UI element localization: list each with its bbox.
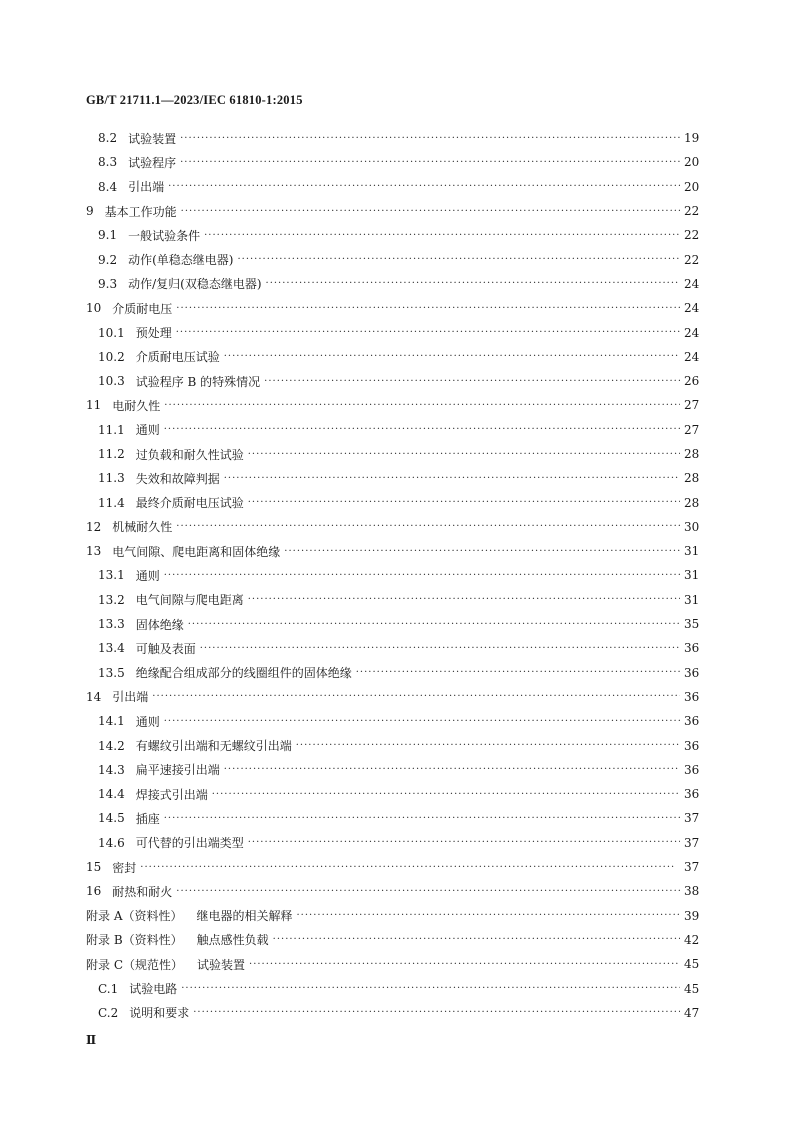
toc-entry-number: 10 xyxy=(86,301,102,316)
toc-entry-number: 12 xyxy=(86,519,102,534)
toc-entry-number: 14.3 xyxy=(98,762,125,777)
toc-entry-page: 24 xyxy=(684,276,700,291)
toc-entry-page: 22 xyxy=(684,228,700,243)
toc-entry[interactable] xyxy=(86,1001,698,1025)
toc-entry[interactable] xyxy=(86,393,698,417)
toc-entry[interactable] xyxy=(86,709,698,733)
toc-entry[interactable] xyxy=(86,806,698,830)
toc-entry-page: 37 xyxy=(684,860,700,875)
toc-entry-number: 13.2 xyxy=(98,592,125,607)
toc-entry-title: 电气间隙与爬电距离 xyxy=(135,593,244,608)
toc-entry[interactable] xyxy=(86,175,698,199)
toc-entry-page: 35 xyxy=(684,617,700,632)
toc-entry-page: 38 xyxy=(684,884,700,899)
dot-leader xyxy=(180,133,680,144)
toc-entry-number: 11.1 xyxy=(98,422,125,437)
toc-entry-title: 说明和要求 xyxy=(129,1006,190,1021)
toc-entry-page: 26 xyxy=(684,374,700,389)
toc-entry-number: 附录 A（资料性） xyxy=(86,909,183,924)
toc-entry-number: 14.4 xyxy=(98,787,125,802)
toc-entry-title: 试验装置 xyxy=(197,957,246,972)
toc-entry-number: 11.4 xyxy=(98,495,125,510)
toc-entry[interactable] xyxy=(86,199,698,223)
toc-entry-page: 20 xyxy=(684,155,700,170)
toc-entry-title: 试验装置 xyxy=(128,131,177,146)
toc-entry-page: 22 xyxy=(684,204,700,219)
toc-entry[interactable] xyxy=(86,928,698,952)
toc-entry-number: C.2 xyxy=(98,1005,119,1020)
toc-entry-title: 介质耐电压试验 xyxy=(135,350,220,365)
toc-entry[interactable] xyxy=(86,539,698,563)
dot-leader xyxy=(152,691,680,702)
toc-entry-title: 最终介质耐电压试验 xyxy=(135,496,244,511)
toc-entry-title: 电耐久性 xyxy=(112,398,161,413)
dot-leader xyxy=(204,230,680,241)
toc-entry-title: 基本工作功能 xyxy=(104,204,177,219)
toc-entry-page: 31 xyxy=(684,568,700,583)
toc-entry-number: 13.4 xyxy=(98,641,125,656)
toc-entry-page: 42 xyxy=(684,932,700,947)
toc-entry-title: 机械耐久性 xyxy=(112,520,173,535)
toc-entry-number: 9.1 xyxy=(98,228,118,243)
toc-entry-page: 47 xyxy=(684,1005,700,1020)
toc-entry-page: 36 xyxy=(684,665,700,680)
dot-leader xyxy=(273,934,680,945)
toc-entry-page: 36 xyxy=(684,641,700,656)
toc-entry-page: 24 xyxy=(684,325,700,340)
toc-entry[interactable] xyxy=(86,831,698,855)
toc-entry-number: 14 xyxy=(86,689,102,704)
dot-leader xyxy=(164,570,680,581)
dot-leader xyxy=(356,667,680,678)
dot-leader xyxy=(248,449,680,460)
toc-entry[interactable] xyxy=(86,296,698,320)
toc-entry-number: 8.4 xyxy=(98,179,118,194)
dot-leader xyxy=(181,206,680,217)
toc-entry[interactable] xyxy=(86,126,698,150)
page-number: Ⅱ xyxy=(86,1033,97,1047)
dot-leader xyxy=(168,181,680,192)
toc-entry[interactable] xyxy=(86,442,698,466)
toc-entry-page: 39 xyxy=(684,908,700,923)
toc-entry-page: 37 xyxy=(684,835,700,850)
toc-entry-number: 14.2 xyxy=(98,738,125,753)
toc-entry-number: 11.3 xyxy=(98,471,125,486)
toc-entry-title: 通则 xyxy=(135,423,160,438)
toc-entry[interactable] xyxy=(86,247,698,271)
toc-entry[interactable] xyxy=(86,563,698,587)
dot-leader xyxy=(164,400,680,411)
toc-entry[interactable] xyxy=(86,952,698,976)
toc-entry[interactable] xyxy=(86,636,698,660)
toc-entry-title: 试验程序 xyxy=(128,155,177,170)
toc-entry-page: 36 xyxy=(684,738,700,753)
toc-entry-number: 10.1 xyxy=(98,325,125,340)
dot-leader xyxy=(193,1007,680,1018)
toc-entry-title: 密封 xyxy=(112,860,137,875)
dot-leader xyxy=(248,497,680,508)
toc-entry-number: 10.2 xyxy=(98,349,125,364)
toc-entry-page: 36 xyxy=(684,787,700,802)
toc-entry-page: 36 xyxy=(684,762,700,777)
toc-entry-page: 28 xyxy=(684,471,700,486)
toc-entry[interactable] xyxy=(86,490,698,514)
toc-entry-number: 14.1 xyxy=(98,714,125,729)
toc-entry[interactable] xyxy=(86,272,698,296)
toc-entry-number: 附录 B（资料性） xyxy=(86,933,183,948)
toc-entry-title: 一般试验条件 xyxy=(128,228,201,243)
toc-entry-title: 试验电路 xyxy=(129,982,178,997)
dot-leader xyxy=(297,910,681,921)
dot-leader xyxy=(176,521,680,532)
toc-entry-page: 27 xyxy=(684,422,700,437)
toc-entry[interactable] xyxy=(86,369,698,393)
toc-entry-title: 引出端 xyxy=(112,690,149,705)
toc-entry-number: 8.3 xyxy=(98,155,118,170)
toc-entry-number: 9 xyxy=(86,204,94,219)
toc-entry-number: 9.3 xyxy=(98,276,118,291)
toc-entry-title: 试验程序 B 的特殊情况 xyxy=(135,374,261,389)
dot-leader xyxy=(284,546,680,557)
toc-entry-title: 介质耐电压 xyxy=(112,301,173,316)
toc-entry[interactable] xyxy=(86,150,698,174)
toc-entry-page: 30 xyxy=(684,519,700,534)
toc-entry[interactable] xyxy=(86,661,698,685)
toc-entry-page: 28 xyxy=(684,495,700,510)
table-of-contents xyxy=(86,126,698,1025)
toc-entry-page: 31 xyxy=(684,544,700,559)
standard-header: GB/T 21711.1—2023/IEC 61810-1:2015 xyxy=(86,93,303,107)
toc-entry-page: 31 xyxy=(684,592,700,607)
dot-leader xyxy=(224,473,680,484)
toc-entry-number: 10.3 xyxy=(98,374,125,389)
toc-entry-page: 36 xyxy=(684,714,700,729)
toc-entry-page: 27 xyxy=(684,398,700,413)
toc-entry-number: 11 xyxy=(86,398,102,413)
dot-leader xyxy=(164,424,680,435)
toc-entry[interactable] xyxy=(86,855,698,879)
toc-entry-number: 14.6 xyxy=(98,835,125,850)
toc-entry-title: 电气间隙、爬电距离和固体绝缘 xyxy=(112,544,281,559)
toc-entry-title: 焊接式引出端 xyxy=(135,787,208,802)
toc-entry-number: 8.2 xyxy=(98,131,118,146)
toc-entry-title: 通则 xyxy=(135,568,160,583)
toc-entry[interactable] xyxy=(86,515,698,539)
toc-entry-title: 插座 xyxy=(135,811,160,826)
toc-entry-title: 有螺纹引出端和无螺纹引出端 xyxy=(135,739,292,754)
toc-entry[interactable] xyxy=(86,685,698,709)
dot-leader xyxy=(164,813,680,824)
toc-entry-title: 通则 xyxy=(135,714,160,729)
toc-entry-title: 失效和故障判据 xyxy=(135,471,220,486)
toc-entry[interactable] xyxy=(86,466,698,490)
dot-leader xyxy=(200,643,680,654)
toc-entry-title: 可代替的引出端类型 xyxy=(135,836,244,851)
toc-entry-number: 11.2 xyxy=(98,447,125,461)
toc-entry[interactable] xyxy=(86,223,698,247)
toc-entry-number: 9.2 xyxy=(98,252,118,267)
toc-entry-page: 22 xyxy=(684,252,700,267)
toc-entry-title: 可触及表面 xyxy=(135,641,196,656)
dot-leader xyxy=(140,862,680,873)
toc-entry[interactable] xyxy=(86,904,698,928)
dot-leader xyxy=(296,740,680,751)
dot-leader xyxy=(176,886,680,897)
dot-leader xyxy=(224,764,680,775)
toc-entry[interactable] xyxy=(86,588,698,612)
toc-entry[interactable] xyxy=(86,879,698,903)
toc-entry-title: 引出端 xyxy=(128,180,165,195)
toc-entry-number: 13.5 xyxy=(98,665,125,680)
toc-entry-number: 15 xyxy=(86,860,102,875)
dot-leader xyxy=(224,351,680,362)
toc-entry-number: C.1 xyxy=(98,981,119,996)
toc-entry-page: 45 xyxy=(684,957,700,972)
toc-entry-title: 动作/复归(双稳态继电器) xyxy=(128,277,262,292)
toc-entry-number: 14.5 xyxy=(98,811,125,826)
dot-leader xyxy=(176,327,680,338)
dot-leader xyxy=(188,619,680,630)
dot-leader xyxy=(176,303,680,314)
dot-leader xyxy=(181,983,680,994)
toc-entry-title: 动作(单稳态继电器) xyxy=(128,253,234,268)
toc-entry-title: 过负载和耐久性试验 xyxy=(135,447,244,462)
toc-entry-number: 13.1 xyxy=(98,568,125,583)
toc-entry[interactable] xyxy=(86,612,698,636)
toc-entry-number: 附录 C（规范性） xyxy=(86,957,183,972)
toc-entry[interactable] xyxy=(86,976,698,1000)
dot-leader xyxy=(237,254,680,265)
dot-leader xyxy=(248,594,680,605)
toc-entry-title: 耐热和耐火 xyxy=(112,884,173,899)
toc-entry-number: 13 xyxy=(86,544,102,559)
toc-entry-page: 24 xyxy=(684,349,700,364)
dot-leader xyxy=(164,716,680,727)
toc-entry-page: 20 xyxy=(684,179,700,194)
dot-leader xyxy=(248,837,680,848)
toc-entry[interactable] xyxy=(86,345,698,369)
toc-entry-title: 固体绝缘 xyxy=(135,617,184,632)
toc-entry-page: 37 xyxy=(684,811,700,826)
dot-leader xyxy=(264,376,680,387)
toc-entry-page: 24 xyxy=(684,301,700,316)
toc-entry-title: 绝缘配合组成部分的线圈组件的固体绝缘 xyxy=(135,666,352,681)
toc-entry[interactable] xyxy=(86,320,698,344)
dot-leader xyxy=(180,157,680,168)
toc-entry[interactable] xyxy=(86,418,698,442)
dot-leader xyxy=(212,789,680,800)
toc-entry-title: 扁平速接引出端 xyxy=(135,763,220,778)
toc-entry-number: 13.3 xyxy=(98,617,125,632)
toc-entry[interactable] xyxy=(86,782,698,806)
dot-leader xyxy=(249,959,680,970)
toc-entry-number: 16 xyxy=(86,884,102,899)
toc-entry-page: 19 xyxy=(684,131,700,146)
dot-leader xyxy=(266,278,680,289)
toc-entry-page: 36 xyxy=(684,689,700,704)
toc-entry-page: 45 xyxy=(684,981,700,996)
toc-entry[interactable] xyxy=(86,733,698,757)
toc-entry-title: 继电器的相关解释 xyxy=(196,909,293,924)
toc-entry-title: 触点感性负载 xyxy=(196,933,269,948)
toc-entry-page: 28 xyxy=(684,447,700,461)
toc-entry[interactable] xyxy=(86,758,698,782)
toc-entry-title: 预处理 xyxy=(135,326,172,341)
